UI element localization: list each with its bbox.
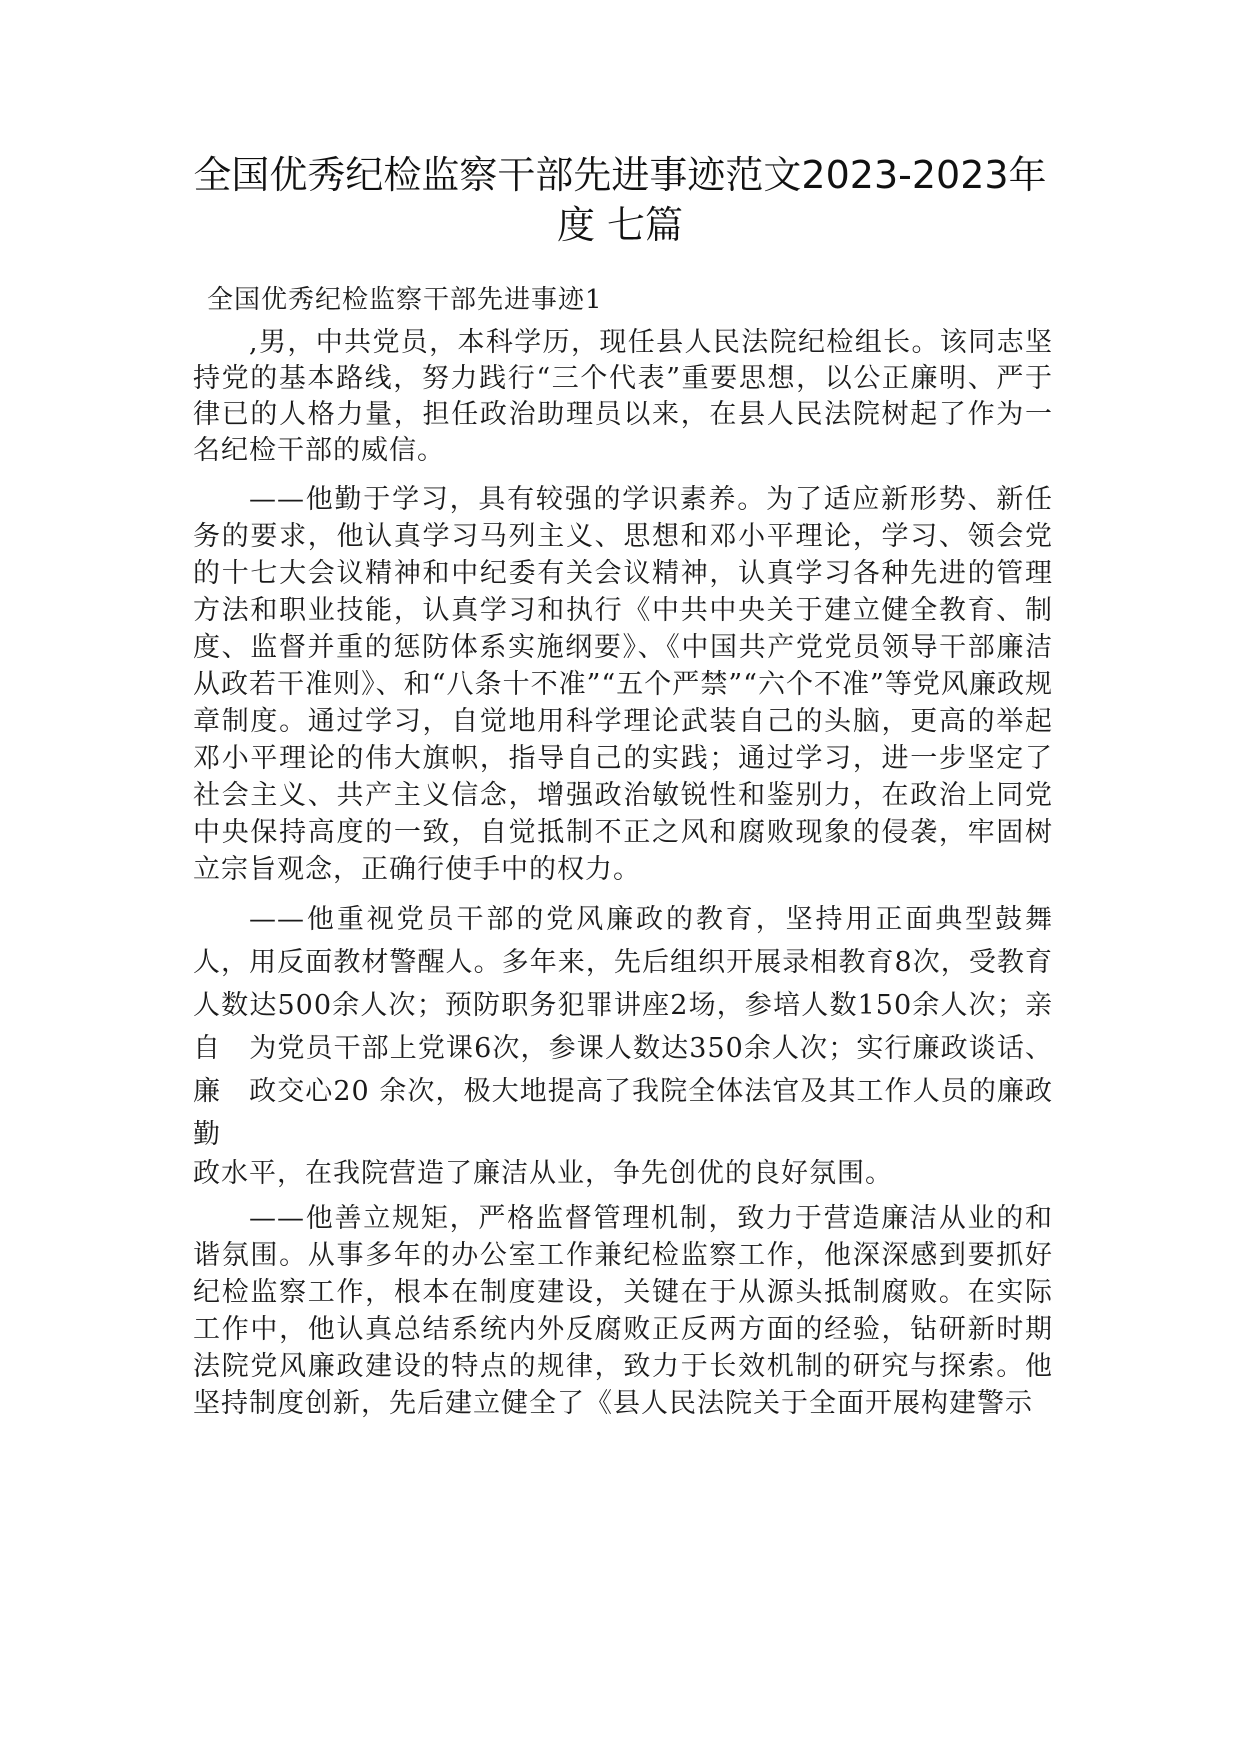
paragraph-rules: ——他善立规矩，严格监督管理机制，致力于营造廉洁从业的和谐氛围。从事多年的办公室工作兼纪检监察工作，他深深感到要抓好纪检监察工作，根本在制度建设，关键在于从源头抵制腐败。在实际工作中，他认真总结系统内外反腐败正反两方面的经验，钻研新时期法院党风廉政建设的特点的规律，致力于长效机制的研究与探索。他坚持制度创新，先后建立健全了《县人民法院关于全面开展构建警示 bbox=[193, 1203, 1053, 1419]
document-body bbox=[193, 282, 1053, 1422]
paragraph-education-continued: 政水平，在我院营造了廉洁从业，争先创优的良好氛围。 bbox=[193, 1158, 893, 1189]
paragraph-education: ——他重视党员干部的党风廉政的教育，坚持用正面典型鼓舞人，用反面教材警醒人。多年来，先后组织开展录相教育8次，受教育人数达500余人次；预防职务犯罪讲座2场，参培人数150余人次；亲自 为党员干部上党课6次，参课人数达350余人次；实行廉政谈话、廉 政交心20 余次，极大地提高了我院全体法官及其工作人员的廉政勤 bbox=[193, 904, 1053, 1150]
document-title-line-2: 度 七篇 bbox=[556, 203, 684, 247]
document-title-line-1: 全国优秀纪检监察干部先进事迹范文2023-2023年 bbox=[193, 153, 1047, 197]
document-title bbox=[190, 150, 1050, 250]
paragraph-study: ——他勤于学习，具有较强的学识素养。为了适应新形势、新任务的要求，他认真学习马列主义、思想和邓小平理论，学习、领会党的十七大会议精神和中纪委有关会议精神，认真学习各种先进的管理方法和职业技能，认真学习和执行《中共中央关于建立健全教育、制度、监督并重的惩防体系实施纲要》、《中国共产党党员领导干部廉洁从政若干准则》、和“八条十不准”“五个严禁”“六个不准”等党风廉政规章制度。通过学习，自觉地用科学理论武装自己的头脑，更高的举起邓小平理论的伟大旗帜，指导自己的实践；通过学习，进一步坚定了社会主义、共产主义信念，增强政治敏锐性和鉴别力，在政治上同党中央保持高度的一致，自觉抵制不正之风和腐败现象的侵袭，牢固树立宗旨观念，正确行使手中的权力。 bbox=[193, 484, 1053, 885]
paragraph-profile: ,男，中共党员，本科学历，现任县人民法院纪检组长。该同志坚持党的基本路线，努力践行“三个代表”重要思想，以公正廉明、严于律已的人格力量，担任政治助理员以来，在县人民法院树起了作为一名纪检干部的威信。 bbox=[193, 327, 1053, 466]
section-subheading: 全国优秀纪检监察干部先进事迹1 bbox=[207, 285, 603, 315]
